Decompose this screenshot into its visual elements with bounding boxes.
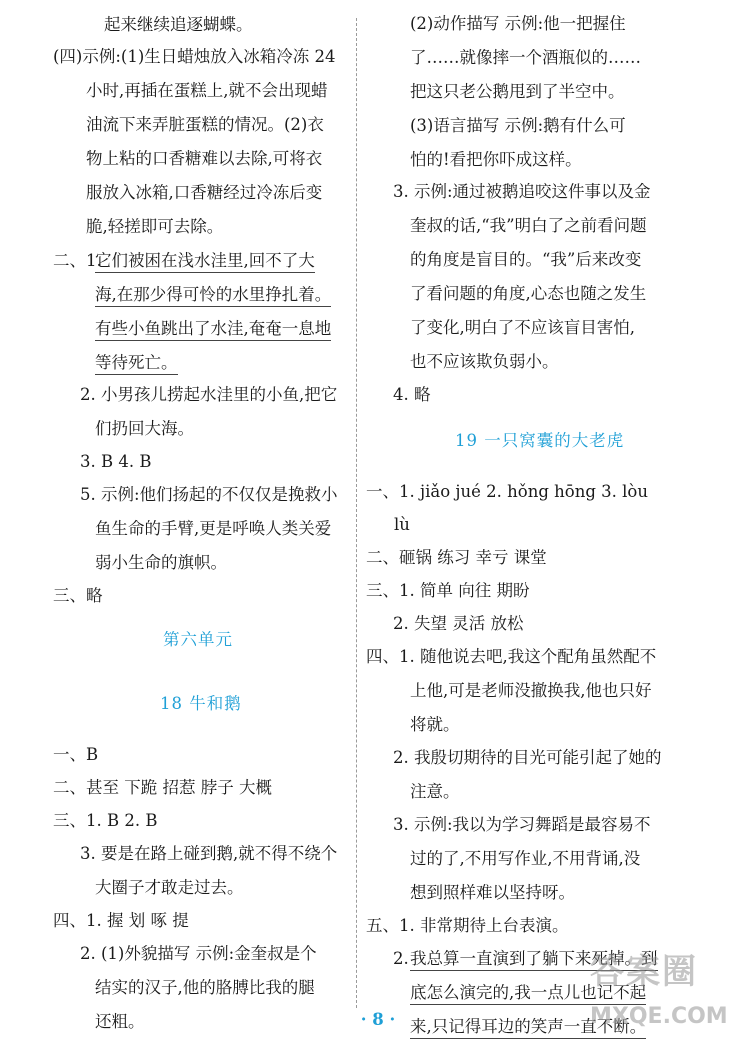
section-heading: 第六单元 xyxy=(163,630,233,649)
answer-line: 2. (1)外貌描写 示例:金奎叔是个 xyxy=(80,944,317,963)
answer-line: 怕的!看把你吓成这样。 xyxy=(410,150,582,169)
answer-line: 一、B xyxy=(53,745,99,764)
answer-line: 二、甚至 下跪 招惹 脖子 大概 xyxy=(53,778,272,797)
answer-line: 我总算一直演到了躺下来死掉。到 xyxy=(410,949,658,971)
answer-line: 了变化,明白了不应该盲目害怕, xyxy=(410,318,635,337)
answer-line: 们扔回大海。 xyxy=(95,419,194,438)
answer-line: 来,只记得耳边的笑声一直不断。 xyxy=(410,1017,646,1039)
answer-line: 将就。 xyxy=(410,715,460,734)
answer-line: 三、略 xyxy=(53,586,103,605)
answer-line: (四)示例:(1)生日蜡烛放入冰箱冷冻 24 xyxy=(53,47,336,66)
answer-line: 二、1. xyxy=(53,251,102,270)
answer-line: 三、1. B 2. B xyxy=(53,811,158,830)
section-heading: 19 一只窝囊的大老虎 xyxy=(455,431,625,450)
answer-line: 底怎么演完的,我一点儿也记不起 xyxy=(410,983,646,1005)
answer-line: 它们被困在浅水洼里,回不了大 xyxy=(95,251,315,273)
answer-line: 过的了,不用写作业,不用背诵,没 xyxy=(410,849,641,868)
answer-line: 服放入冰箱,口香糖经过冷冻后变 xyxy=(86,183,323,202)
answer-line: 把这只老公鹅甩到了半空中。 xyxy=(410,82,625,101)
answer-line: 3. 示例:我以为学习舞蹈是最容易不 xyxy=(393,815,651,834)
answer-line: 弱小生命的旗帜。 xyxy=(95,553,227,572)
answer-line: 结实的汉子,他的胳膊比我的腿 xyxy=(95,978,315,997)
answer-line: 上他,可是老师没撤换我,他也只好 xyxy=(410,681,652,700)
answer-line: 2. xyxy=(393,949,409,968)
answer-line: 海,在那少得可怜的水里挣扎着。 xyxy=(95,285,331,307)
answer-line: 四、1. 随他说去吧,我这个配角虽然配不 xyxy=(366,647,657,666)
answer-line: 2. 我殷切期待的目光可能引起了她的 xyxy=(393,748,662,767)
answer-line: 有些小鱼跳出了水洼,奄奄一息地 xyxy=(95,319,331,341)
answer-line: 2. 小男孩儿捞起水洼里的小鱼,把它 xyxy=(80,385,338,404)
answer-line: 还粗。 xyxy=(95,1012,145,1031)
answer-line: 三、1. 简单 向往 期盼 xyxy=(366,581,530,600)
watermark-logo-text: 答案圈 xyxy=(590,952,698,992)
column-divider xyxy=(356,18,357,1008)
answer-line: 也不应该欺负弱小。 xyxy=(410,352,559,371)
answer-line: 2. 失望 灵活 放松 xyxy=(393,614,524,633)
section-heading: 18 牛和鹅 xyxy=(160,694,242,713)
answer-line: 4. 略 xyxy=(393,385,431,404)
answer-line: 等待死亡。 xyxy=(95,353,178,375)
answer-line: 了看问题的角度,心态也随之发生 xyxy=(410,284,647,303)
answer-line: 3. 要是在路上碰到鹅,就不得不绕个 xyxy=(80,844,338,863)
answer-line: 5. 示例:他们扬起的不仅仅是挽救小 xyxy=(80,485,338,504)
answer-line: lù xyxy=(394,515,410,534)
answer-line: 油流下来弄脏蛋糕的情况。(2)衣 xyxy=(86,115,324,134)
watermark-logo xyxy=(590,944,750,1036)
page-number: · 8 · xyxy=(360,1010,396,1029)
answer-line: 奎叔的话,“我”明白了之前看问题 xyxy=(410,216,647,235)
answer-line: 鱼生命的手臂,更是呼唤人类关爱 xyxy=(95,519,332,538)
answer-line: 物上粘的口香糖难以去除,可将衣 xyxy=(86,149,323,168)
answer-line: 大圈子才敢走过去。 xyxy=(95,878,244,897)
answer-line: (2)动作描写 示例:他一把握住 xyxy=(410,14,626,33)
answer-line: 注意。 xyxy=(410,782,460,801)
answer-line: 起来继续追逐蝴蝶。 xyxy=(104,15,253,34)
answer-line: 了……就像摔一个酒瓶似的…… xyxy=(410,48,641,67)
answer-line: 的角度是盲目的。“我”后来改变 xyxy=(410,250,642,269)
answer-line: 二、砸锅 练习 幸亏 课堂 xyxy=(366,548,547,567)
answer-line: 3. 示例:通过被鹅追咬这件事以及金 xyxy=(393,182,651,201)
answer-line: 想到照样难以坚持呀。 xyxy=(410,883,575,902)
answer-line: 四、1. 握 划 啄 提 xyxy=(53,911,189,930)
answer-line: 小时,再插在蛋糕上,就不会出现蜡 xyxy=(86,81,328,100)
answer-line: 3. B 4. B xyxy=(80,452,152,471)
answer-line: 脆,轻搓即可去除。 xyxy=(86,217,224,236)
answer-line: 一、1. jiǎo jué 2. hǒng hōng 3. lòu xyxy=(366,482,648,501)
watermark-url: MXQE.COM xyxy=(590,1004,728,1029)
answer-line: (3)语言描写 示例:鹅有什么可 xyxy=(410,116,626,135)
answer-line: 五、1. 非常期待上台表演。 xyxy=(366,916,569,935)
